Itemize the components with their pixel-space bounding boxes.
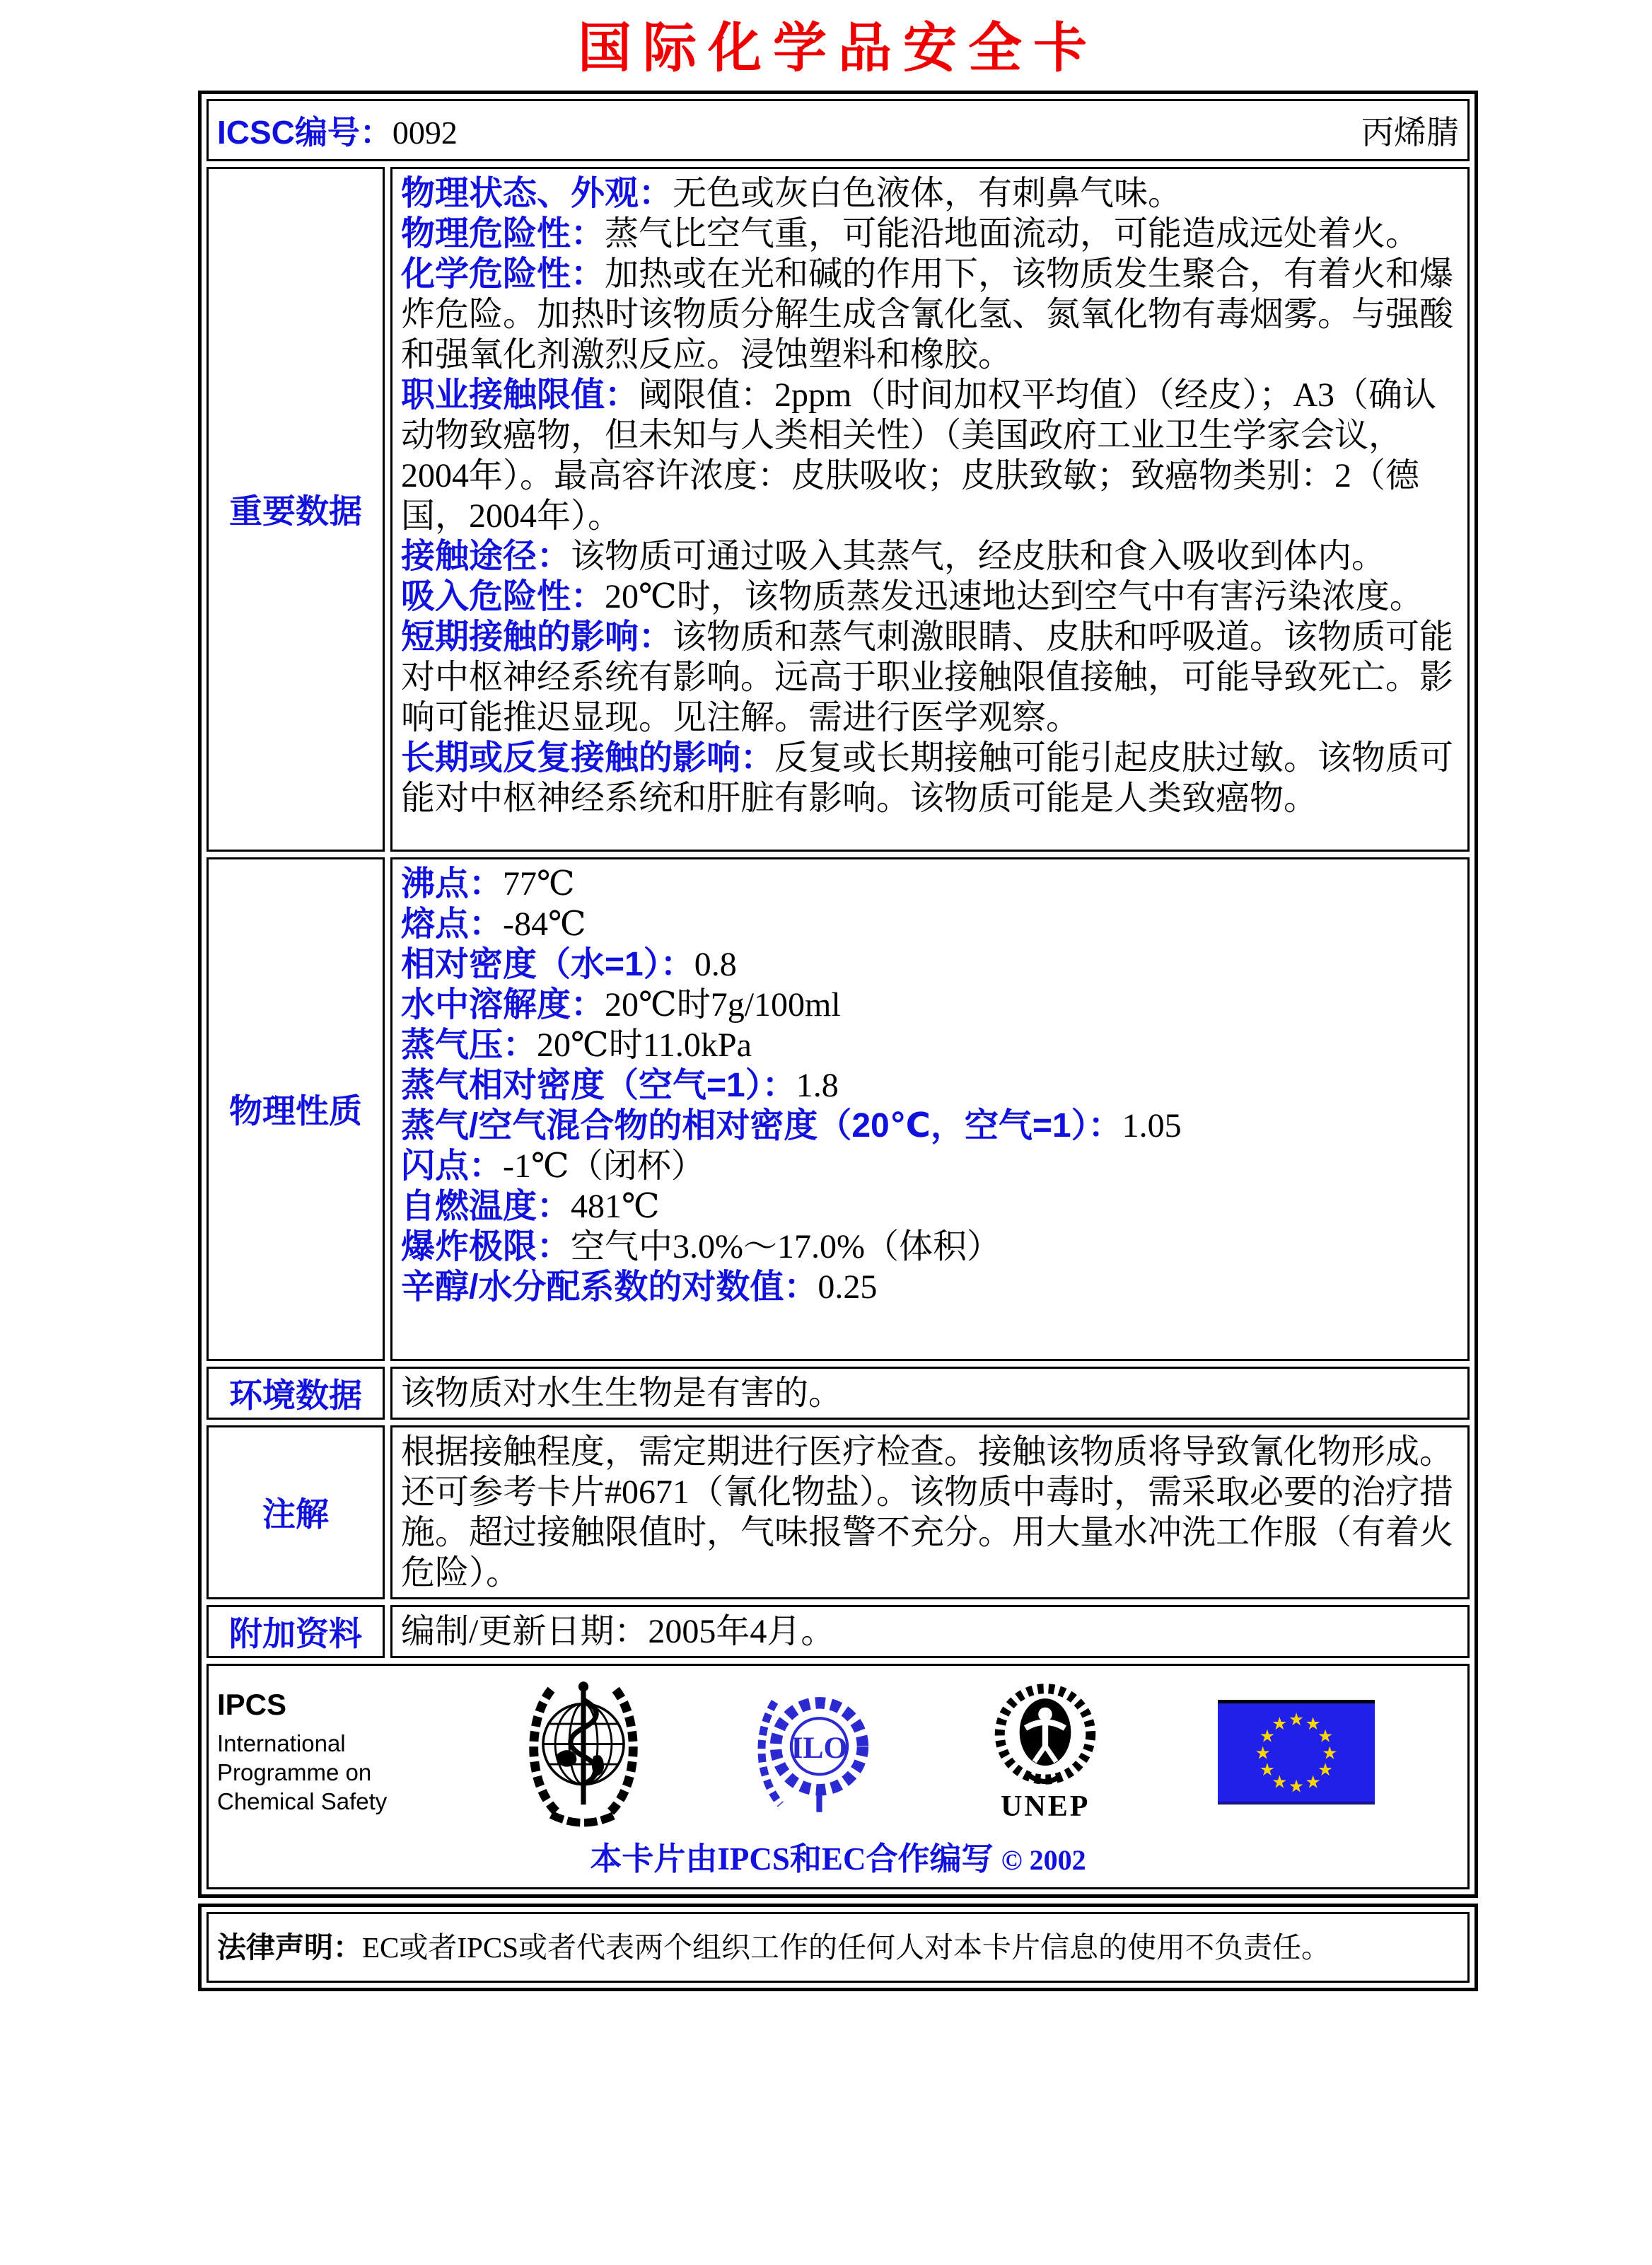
svg-text:★: ★: [1259, 1725, 1275, 1746]
svg-text:★: ★: [1272, 1713, 1288, 1734]
property-label: 爆炸极限：: [401, 1227, 571, 1265]
icsc-page: [0, 18, 1652, 1991]
ilo-icon: [757, 1684, 873, 1820]
svg-text:★: ★: [1288, 1775, 1305, 1797]
property-label: 熔点：: [401, 905, 504, 943]
legal-notice-cell: [206, 1912, 1470, 1983]
field-text: 加热或在光和碱的作用下，该物质发生聚合，有着火和爆炸危险。加热时该物质分解生成含氰化氢、氮氧化物有毒烟雾。与强酸和强氧化剂激烈反应。浸蚀塑料和橡胶。: [401, 255, 1454, 373]
ipcs-text-block: [217, 1688, 409, 1816]
property-label: 相对密度（水=1）：: [401, 945, 694, 983]
credit-line: [213, 1833, 1463, 1884]
svg-text:★: ★: [1259, 1759, 1275, 1780]
icsc-number-label: ICSC编号：: [217, 113, 392, 151]
footer-row: [206, 1664, 1470, 1889]
environmental-data-row: [206, 1367, 1470, 1420]
important-item: [401, 173, 1459, 214]
field-text: 无色或灰白色液体，有刺鼻气味。: [673, 174, 1182, 212]
property-value: 77℃: [503, 864, 575, 903]
property-label: 蒸气/空气混合物的相对密度（20℃，空气=1）：: [401, 1106, 1122, 1145]
logo-strip: [213, 1669, 1463, 1833]
ipcs-line: Programme on: [217, 1759, 372, 1786]
important-item: [401, 738, 1459, 818]
property-line: [401, 1267, 1459, 1307]
section-label-additional: 附加资料: [206, 1605, 385, 1658]
important-data-content: [390, 167, 1470, 852]
ipcs-line: International: [217, 1730, 346, 1757]
field-text: 20℃时，该物质蒸发迅速地达到空气中有害污染浓度。: [605, 577, 1424, 615]
property-line: [401, 1106, 1459, 1146]
icsc-card-table: [198, 91, 1478, 1898]
important-item: [401, 617, 1459, 738]
property-line: [401, 904, 1459, 944]
physical-properties-row: [206, 857, 1470, 1361]
section-label-notes: 注解: [206, 1425, 385, 1599]
icsc-number-value: 0092: [392, 114, 458, 151]
property-value: 20℃时7g/100ml: [605, 985, 841, 1024]
property-line: [401, 944, 1459, 985]
unep-label: UNEP: [1001, 1790, 1090, 1823]
property-label: 闪点：: [401, 1147, 504, 1185]
property-value: 1.8: [796, 1066, 839, 1104]
field-label: 长期或反复接触的影响：: [401, 738, 775, 777]
field-label: 短期接触的影响：: [401, 618, 673, 656]
property-line: [401, 1227, 1459, 1267]
field-text: 该物质可通过吸入其蒸气，经皮肤和食入吸收到体内。: [571, 537, 1386, 575]
ilo-letters: ILO: [790, 1730, 848, 1765]
svg-text:★: ★: [1305, 1713, 1321, 1734]
section-label-important: 重要数据: [206, 167, 385, 852]
property-label: 蒸气相对密度（空气=1）：: [401, 1066, 796, 1104]
additional-info-content: 编制/更新日期：2005年4月。: [390, 1605, 1470, 1658]
legal-text: EC或者IPCS或者代表两个组织工作的任何人对本卡片信息的使用不负责任。: [362, 1930, 1330, 1964]
section-label-physical: 物理性质: [206, 857, 385, 1361]
property-label: 辛醇/水分配系数的对数值：: [401, 1268, 818, 1306]
property-value: 空气中3.0%～17.0%（体积）: [571, 1227, 1001, 1265]
field-label: 接触途径：: [401, 537, 571, 575]
important-item: [401, 214, 1459, 254]
property-line: [401, 1146, 1459, 1186]
field-label: 物理危险性：: [401, 214, 605, 253]
field-text: 反复或长期接触可能引起皮肤过敏。该物质可能对中枢神经系统和肝脏有影响。该物质可能是人类致癌物。: [401, 738, 1454, 817]
credit-text: 本卡片由IPCS和EC合作编写: [590, 1841, 994, 1877]
svg-text:★: ★: [1305, 1771, 1321, 1792]
property-line: [401, 1065, 1459, 1106]
field-label: 吸入危险性：: [401, 577, 605, 615]
property-value: 1.05: [1122, 1106, 1182, 1145]
svg-text:★: ★: [1255, 1742, 1271, 1763]
header-row: [206, 99, 1470, 161]
header-cell: [206, 99, 1470, 161]
physical-properties-content: [390, 857, 1470, 1361]
notes-row: [206, 1425, 1470, 1599]
chemical-name: 丙烯腈: [1361, 114, 1459, 151]
svg-text:★: ★: [1272, 1771, 1288, 1792]
important-item: [401, 254, 1459, 375]
property-value: 0.25: [818, 1268, 878, 1306]
property-value: 20℃时11.0kPa: [537, 1026, 752, 1064]
property-label: 自燃温度：: [401, 1187, 571, 1225]
svg-text:★: ★: [1288, 1708, 1305, 1730]
property-line: [401, 1186, 1459, 1227]
unep-logo-block: [986, 1681, 1105, 1824]
field-label: 化学危险性：: [401, 255, 605, 293]
environmental-data-content: 该物质对水生生物是有害的。: [390, 1367, 1470, 1420]
icsc-number-group: [217, 107, 458, 153]
ipcs-line: Chemical Safety: [217, 1788, 388, 1815]
ipcs-title: IPCS: [217, 1688, 287, 1722]
important-item: [401, 536, 1459, 577]
important-data-row: [206, 167, 1470, 852]
property-value: -1℃（闭杯）: [503, 1147, 705, 1185]
field-text: 阈限值：2ppm（时间加权平均值）（经皮）；A3（确认动物致癌物，但未知与人类相关性）（美国政府工业卫生学家会议，2004年）。最高容许浓度：皮肤吸收；皮肤致敏；致癌物类别：2（德国，2004年）。: [401, 376, 1437, 535]
additional-info-row: [206, 1605, 1470, 1658]
eu-flag-icon: [1218, 1700, 1375, 1805]
property-value: -84℃: [503, 905, 586, 943]
legal-label: 法律声明：: [217, 1930, 362, 1964]
copyright-text: © 2002: [1001, 1843, 1086, 1876]
property-label: 水中溶解度：: [401, 985, 605, 1024]
field-label: 物理状态、外观：: [401, 174, 673, 212]
footer-cell: [206, 1664, 1470, 1889]
svg-text:★: ★: [1317, 1725, 1334, 1746]
property-line: [401, 864, 1459, 904]
property-line: [401, 1025, 1459, 1065]
property-value: 0.8: [694, 945, 737, 983]
legal-notice-box: [198, 1904, 1478, 1991]
important-item: [401, 577, 1459, 617]
who-icon: [523, 1672, 644, 1833]
field-label: 职业接触限值：: [401, 376, 639, 414]
property-value: 481℃: [571, 1187, 660, 1225]
svg-text:★: ★: [1322, 1742, 1338, 1763]
property-label: 沸点：: [401, 864, 504, 903]
field-text: 该物质和蒸气刺激眼睛、皮肤和呼吸道。该物质可能对中枢神经系统有影响。远高于职业接触限值接触，可能导致死亡。影响可能推迟显现。见注解。需进行医学观察。: [401, 618, 1454, 736]
property-label: 蒸气压：: [401, 1026, 537, 1064]
property-line: [401, 985, 1459, 1025]
unep-icon: [986, 1681, 1105, 1795]
important-item: [401, 375, 1459, 536]
notes-content: 根据接触程度，需定期进行医疗检查。接触该物质将导致氰化物形成。还可参考卡片#0671（氰化物盐）。该物质中毒时，需采取必要的治疗措施。超过接触限值时，气味报警不充分。用大量水冲洗工作服（有着火危险）。: [390, 1425, 1470, 1599]
page-title: 国际化学品安全卡: [578, 16, 1098, 79]
svg-text:★: ★: [1317, 1759, 1334, 1780]
section-label-environment: 环境数据: [206, 1367, 385, 1420]
field-text: 蒸气比空气重，可能沿地面流动，可能造成远处着火。: [605, 214, 1420, 253]
